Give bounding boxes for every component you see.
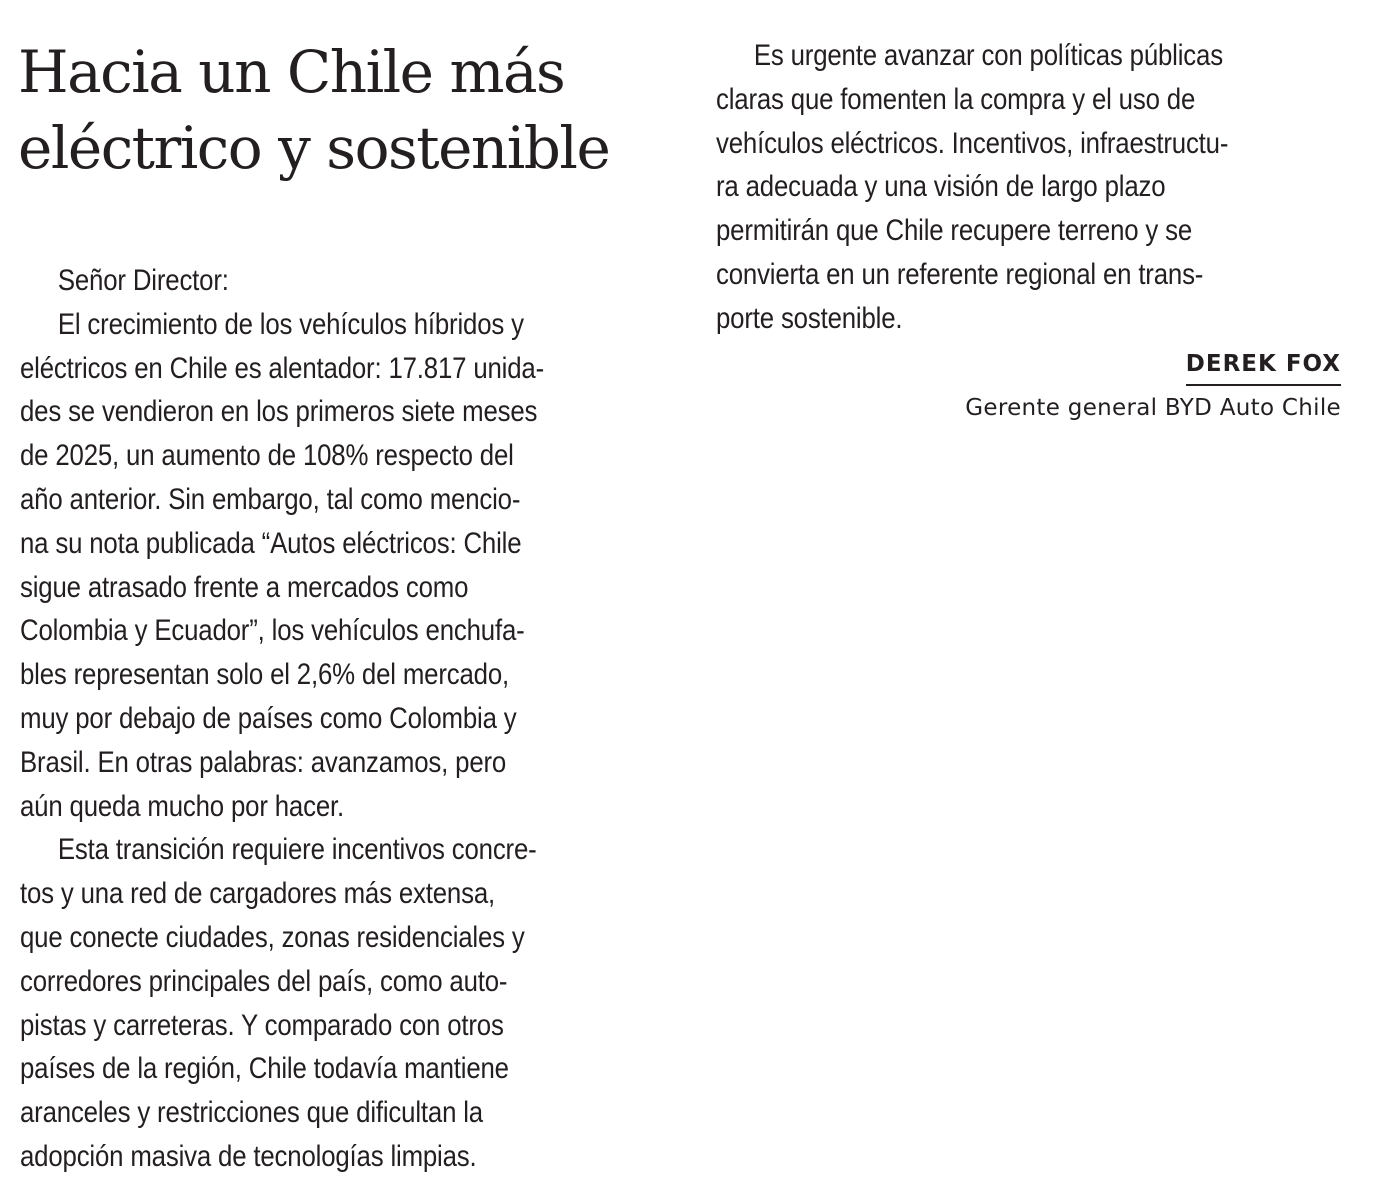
- salutation: Señor Director:: [57, 264, 229, 297]
- paragraph-1-line: na su nota publicada “Autos eléctricos: Chile: [20, 526, 522, 560]
- paragraph-2-line: Esta transición requiere incentivos concre-: [57, 833, 537, 867]
- headline: [18, 34, 678, 186]
- author-title: Gerente general BYD Auto Chile: [965, 395, 1341, 421]
- paragraph-1-line: Colombia y Ecuador”, los vehículos enchufa-: [20, 614, 525, 648]
- headline-line-1: Hacia un Chile más: [18, 38, 565, 106]
- paragraph-3-line: convierta en un referente regional en trans-: [716, 257, 1204, 291]
- headline-line-2: eléctrico y sostenible: [18, 114, 610, 182]
- paragraph-1-line: El crecimiento de los vehículos híbridos y: [57, 307, 524, 341]
- letter-column-left: [20, 259, 660, 1179]
- signature-block: [965, 348, 1341, 422]
- paragraph-3-line: vehículos eléctricos. Incentivos, infraestructu-: [716, 126, 1229, 160]
- paragraph-1-line: eléctricos en Chile es alentador: 17.817 unida-: [20, 351, 545, 385]
- letter-column-right: [716, 34, 1356, 341]
- paragraph-3-line: permitirán que Chile recupere terreno y se: [716, 214, 1193, 248]
- paragraph-1-line: Brasil. En otras palabras: avanzamos, pero: [20, 745, 507, 779]
- paragraph-1-line: de 2025, un aumento de 108% respecto del: [20, 439, 514, 473]
- paragraph-1-line: bles representan solo el 2,6% del mercado,: [20, 658, 510, 692]
- paragraph-2-line: aranceles y restricciones que dificultan la: [20, 1096, 483, 1130]
- paragraph-2-line: tos y una red de cargadores más extensa,: [20, 877, 496, 911]
- paragraph-1-line: año anterior. Sin embargo, tal como mencio-: [20, 482, 521, 516]
- paragraph-3-line: Es urgente avanzar con políticas públicas: [753, 39, 1223, 72]
- paragraph-1-line: sigue atrasado frente a mercados como: [20, 570, 469, 604]
- paragraph-2-line: que conecte ciudades, zonas residenciales y: [20, 920, 525, 954]
- author-name: DEREK FOX: [1186, 348, 1341, 386]
- paragraph-3-line: porte sostenible.: [716, 301, 903, 335]
- paragraph-1-line: muy por debajo de países como Colombia y: [20, 701, 517, 735]
- paragraph-1-line: des se vendieron en los primeros siete meses: [20, 395, 538, 429]
- paragraph-1-line: aún queda mucho por hacer.: [20, 789, 345, 823]
- paragraph-2-line: corredores principales del país, como auto-: [20, 964, 508, 998]
- paragraph-2-line: adopción masiva de tecnologías limpias.: [20, 1139, 477, 1173]
- paragraph-3-line: ra adecuada y una visión de largo plazo: [716, 170, 1166, 204]
- paragraph-2-line: países de la región, Chile todavía mantiene: [20, 1052, 509, 1086]
- paragraph-3-line: claras que fomenten la compra y el uso de: [716, 82, 1196, 116]
- paragraph-2-line: pistas y carreteras. Y comparado con otros: [20, 1008, 504, 1042]
